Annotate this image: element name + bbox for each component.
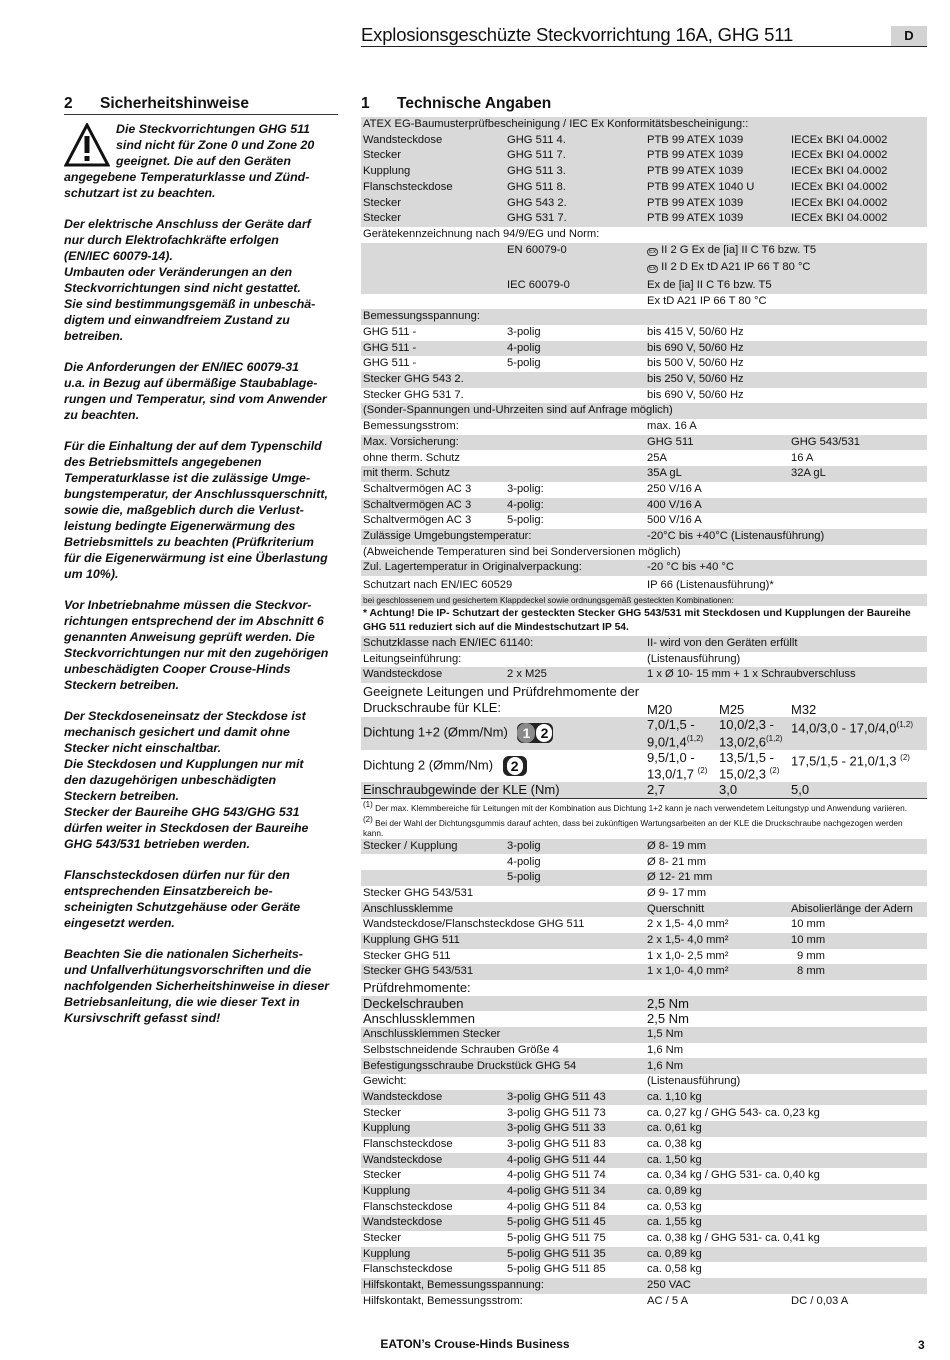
table-row: Deckelschrauben 2,5 Nm	[361, 996, 927, 1012]
table-row: GHG 511 - 3-polig bis 415 V, 50/60 Hz	[363, 326, 744, 339]
table-row: Gewicht: (Listenausführung)	[363, 1075, 741, 1088]
table-row: Einschraubgewinde der KLE (Nm) 2,7 3,0 5,0	[361, 782, 927, 798]
table-row: Wandsteckdose 5-polig GHG 511 45 ca. 1,55 kg	[361, 1215, 927, 1231]
ip-warning-note: * Achtung! Die IP- Schutzart der gesteckten Stecker GHG 543/531 mit Steckdosen und Kupplungen der Baureihe GHG 511 reduziert sich auf die Mindestschutzart IP 54.	[363, 607, 911, 633]
table-row: Stecker 3-polig GHG 511 73 ca. 0,27 kg / GHG 543- ca. 0,23 kg	[363, 1106, 820, 1119]
table-row: Wandsteckdose 3-polig GHG 511 43 ca. 1,10 kg	[361, 1090, 927, 1106]
table-row: Leitungseinführung: (Listenausführung)	[363, 652, 741, 665]
seal-2-icon: 2	[503, 756, 527, 776]
technical-section-heading	[361, 95, 551, 113]
voltage-title: Bemessungsspannung:	[361, 309, 927, 325]
table-row: Ex tD A21 IP 66 T 80 °C	[647, 294, 767, 307]
safety-notes	[64, 121, 339, 1041]
warning-triangle-icon	[64, 123, 110, 167]
table-row: mit therm. Schutz 35A gL 32A gL	[361, 466, 927, 482]
table-row: ohne therm. Schutz 25A 16 A	[363, 451, 814, 464]
table-row: Flanschsteckdose GHG 511 8. PTB 99 ATEX 1040 U IECEx BKI 04.0002	[361, 180, 927, 196]
table-row: Stecker GHG 543 2. PTB 99 ATEX 1039 IECEx BKI 04.0002	[361, 195, 927, 211]
safety-section-heading	[64, 95, 249, 113]
table-row: Schaltvermögen AC 3 5-polig: 500 V/16 A	[363, 514, 702, 527]
safety-paragraph-5: Vor Inbetriebnahme müssen die Steckvor- richtungen entsprechend der im Abschnitt 6 genannten Anweisung geprüft werden. Die Steckvorrichtungen nur mit den zugehörigen unbeschädigten Cooper Crouse-Hinds Steckern betreiben.	[64, 598, 329, 692]
language-badge: D	[891, 26, 927, 46]
table-row: Anschlussklemme Querschnitt Abisolierlänge der Adern	[361, 902, 927, 918]
table-row: Hilfskontakt, Bemessungsspannung: 250 VAC	[361, 1278, 927, 1294]
section-title: Sicherheitshinweise	[100, 95, 250, 112]
table-row: Anschlussklemmen Stecker 1,5 Nm	[361, 1027, 927, 1043]
table-row: GHG 511 - 5-polig bis 500 V, 50/60 Hz	[363, 357, 744, 370]
table-row: Stecker GHG 531 7. PTB 99 ATEX 1039 IECEx BKI 04.0002	[361, 211, 927, 227]
table-row: Stecker / Kupplung 3-polig Ø 8- 19 mm	[361, 839, 927, 855]
footer-company: EATON’s Crouse-Hinds Business	[380, 1337, 570, 1351]
table-row: Dichtung 1+2 (Ømm/Nm) 1 2 7,0/1,5 - 9,0/1,4$^{(1,2)}$ 10,0/2,3 - 13,0/2,6$^{(1,2)}$ 14,0/3,0 - 17,0/4,0$^{(1,2)}$	[361, 717, 927, 750]
safety-paragraph-7: Flanschsteckdosen dürfen nur für den entsprechenden Einsatzbereich be- scheinigten Schutzgehäuse oder Geräte eingesetzt werden.	[64, 868, 301, 930]
table-row: (Abweichende Temperaturen sind bei Sonderversionen möglich)	[363, 545, 681, 558]
ex-mark-icon: Ex	[649, 248, 657, 255]
table-row: Schutzklasse nach EN/IEC 61140: II- wird von den Geräten erfüllt	[361, 636, 927, 652]
ex-mark-icon: Ex	[649, 266, 657, 273]
table-row: Prüfdrehmomente:	[363, 980, 471, 996]
safety-paragraph-3: Die Anforderungen der EN/IEC 60079-31 u.a. in Bezug auf übermäßige Staubablage- rungen und Temperatur, sind vom Anwender zu beachten.	[64, 360, 327, 422]
table-row: Max. Vorsicherung: GHG 511 GHG 543/531	[361, 435, 927, 451]
safety-paragraph-8: Beachten Sie die nationalen Sicherheits- und Unfallverhütungsvorschriften und die nachfolgenden Sicherheitshinweise in dieser Betriebsanleitung, die wie dieser Text in Kursivschrift gefasst sind!	[64, 947, 330, 1025]
table-row: EN 60079-0 Ex II 2 G Ex de [ia] II C T6 bzw. T5	[361, 243, 927, 261]
table-row: IEC 60079-0 Ex de [ia] II C T6 bzw. T5	[361, 278, 927, 294]
table-row: (Sonder-Spannungen und-Uhrzeiten sind auf Anfrage möglich)	[361, 403, 927, 419]
table-row: Stecker GHG 531 7. bis 690 V, 50/60 Hz	[363, 388, 744, 401]
table-row: bei geschlossenem und gesichertem Klappdeckel sowie ordnungsgemäß gesteckten Kombinationen:	[361, 594, 927, 606]
safety-paragraph-4: Für die Einhaltung der auf dem Typenschild des Betriebsmittels angegebenen Temperaturklasse ist die zulässige Umge- bungstemperatur, der Anschlussquerschnitt, sowie die, maßgeblich durch die Verlust- leistung bedingte Eigenerwärmung des Betriebsmittels zu beachten (Prüfkriterium für die Eigenerwärmung ist eine Überlastung um 10%).	[64, 439, 328, 581]
table-row: Wandsteckdose 4-polig GHG 511 44 ca. 1,50 kg	[361, 1153, 927, 1169]
table-row: Stecker 5-polig GHG 511 75 ca. 0,38 kg / GHG 531- ca. 0,41 kg	[363, 1232, 820, 1245]
table-row: Bemessungsstrom: max. 16 A	[363, 420, 697, 433]
seal-1-2-label: Dichtung 1+2 (Ømm/Nm)	[363, 724, 508, 740]
table-row: Flanschsteckdose 3-polig GHG 511 83 ca. 0,38 kg	[363, 1137, 702, 1150]
table-row: Stecker GHG 543/531 1 x 1,0- 4,0 mm² 8 mm	[361, 964, 927, 980]
table-row: Wandsteckdose 2 x M25 1 x Ø 10- 15 mm + 1 x Schraubverschluss	[361, 667, 927, 683]
table-row: Wandsteckdose/Flanschsteckdose GHG 511 2 x 1,5- 4,0 mm² 10 mm	[363, 918, 826, 931]
table-row: Befestigungsschraube Druckstück GHG 54 1,6 Nm	[361, 1058, 927, 1074]
table-row	[361, 117, 927, 133]
table-row: Kupplung GHG 511 3. PTB 99 ATEX 1039 IECEx BKI 04.0002	[361, 164, 927, 180]
seal-1-2-icon: 1 2	[517, 723, 553, 743]
table-row: Dichtung 2 (Ømm/Nm) 2 9,5/1,0 - 13,0/1,7 $^{(2)}$ 13,5/1,5 - 15,0/2,3 $^{(2)}$ 17,5/1,5 - 21,0/1,3 $^{(2)}$	[363, 749, 910, 782]
table-row: Schaltvermögen AC 3 4-polig: 400 V/16 A	[361, 498, 927, 514]
table-row: $^{(1)}$ Der max. Klemmbereiche für Leitungen mit der Kombination aus Dichtung 1+2 kann je nach verwendetem Leitungstyp und Anwendung variieren.	[361, 798, 927, 813]
table-row: Zul. Lagertemperatur in Originalverpackung: -20 °C bis +40 °C	[361, 560, 927, 576]
section-title: Technische Angaben	[397, 95, 552, 112]
table-row: Flanschsteckdose 5-polig GHG 511 85 ca. 0,58 kg	[363, 1263, 702, 1276]
table-row: $^{(2)}$ Bei der Wahl der Dichtungsgummis darauf achten, dass bei zukünftigen Wartungsarbeiten an der KLE die Druckschraube nachgezogen werden kann.	[363, 814, 903, 838]
section-number: 2	[64, 95, 73, 112]
page-number: 3	[918, 1338, 925, 1352]
safety-paragraph-6: Der Steckdoseneinsatz der Steckdose ist mechanisch gesichert und damit ohne Stecker nicht einschaltbar. Die Steckdosen und Kupplungen nur mit den dazugehörigen unbeschädigten Steckern betreiben. Stecker der Baureihe GHG 543/GHG 531 dürfen weiter in Steckdosen der Baureihe GHG 543/531 betrieben werden.	[64, 709, 309, 851]
table-row: Ex II 2 D Ex tD A21 IP 66 T 80 °C	[361, 260, 927, 278]
seal-2-label: Dichtung 2 (Ømm/Nm)	[363, 757, 494, 773]
marking-title: Gerätekennzeichnung nach 94/9/EG und Norm:	[363, 227, 600, 240]
table-row: Stecker GHG 543 2. bis 250 V, 50/60 Hz	[361, 372, 927, 388]
table-row: Wandsteckdose GHG 511 4. PTB 99 ATEX 1039 IECEx BKI 04.0002	[361, 133, 927, 149]
table-row: Stecker GHG 543/531 Ø 9- 17 mm	[363, 886, 707, 899]
table-row: Anschlussklemmen 2,5 Nm	[363, 1011, 689, 1027]
table-row: Stecker 4-polig GHG 511 74 ca. 0,34 kg / GHG 531- ca. 0,40 kg	[363, 1169, 820, 1182]
table-row: 4-polig Ø 8- 21 mm	[507, 855, 707, 868]
document-title: Explosionsgeschüzte Steckvorrichtung 16A, GHG 511	[361, 24, 794, 45]
table-row: GHG 511 - 4-polig bis 690 V, 50/60 Hz	[361, 341, 927, 357]
table-row: Kupplung 5-polig GHG 511 35 ca. 0,89 kg	[361, 1247, 927, 1263]
safety-paragraph-2: Der elektrische Anschluss der Geräte darf nur durch Elektrofachkräfte erfolgen (EN/IEC 60079-14). Umbauten oder Veränderungen an den Steckvorrichtungen sind nicht gestattet. Sie sind bestimmungsgemäß in unbeschä- digtem und einwandfreiem Zustand zu betreiben.	[64, 217, 316, 343]
table-row: Stecker GHG 511 1 x 1,0- 2,5 mm² 9 mm	[363, 949, 825, 962]
section-number: 1	[361, 95, 370, 112]
table-row: Kupplung 3-polig GHG 511 33 ca. 0,61 kg	[361, 1121, 927, 1137]
table-row: Geeignete Leitungen und Prüfdrehmomente der Druckschraube für KLE: M20 M25 M32	[363, 684, 817, 717]
safety-paragraph-1: Die Steckvorrichtungen GHG 511 sind nicht für Zone 0 und Zone 20 geeignet. Die auf den Geräten angegebene Temperaturklasse und Zünd- schutzart ist zu beachten.	[64, 122, 315, 200]
table-row: 5-polig Ø 12- 21 mm	[361, 870, 927, 886]
section-divider	[64, 114, 338, 115]
header-divider	[361, 46, 927, 47]
table-row: Hilfskontakt, Bemessungsstrom: AC / 5 A DC / 0,03 A	[363, 1294, 849, 1307]
technical-data-table	[361, 117, 927, 1309]
atex-title: ATEX EG-Baumusterprüfbescheinigung / IEC Ex Konformitätsbescheinigung::	[361, 117, 927, 133]
table-row	[361, 606, 927, 636]
table-row: Schutzart nach EN/IEC 60529 IP 66 (Listenausführung)*	[363, 578, 774, 591]
table-row: Kupplung GHG 511 2 x 1,5- 4,0 mm² 10 mm	[361, 933, 927, 949]
table-row	[361, 227, 927, 243]
table-row	[361, 309, 927, 325]
table-row: Schaltvermögen AC 3 3-polig: 250 V/16 A	[363, 482, 702, 495]
table-row: Zulässige Umgebungstemperatur: -20°C bis +40°C (Listenausführung)	[361, 529, 927, 545]
table-row: Stecker GHG 511 7. PTB 99 ATEX 1039 IECEx BKI 04.0002	[361, 148, 927, 164]
table-row: Kupplung 4-polig GHG 511 34 ca. 0,89 kg	[361, 1184, 927, 1200]
table-row: Selbstschneidende Schrauben Größe 4 1,6 Nm	[363, 1043, 684, 1056]
table-row: Flanschsteckdose 4-polig GHG 511 84 ca. 0,53 kg	[363, 1200, 702, 1213]
